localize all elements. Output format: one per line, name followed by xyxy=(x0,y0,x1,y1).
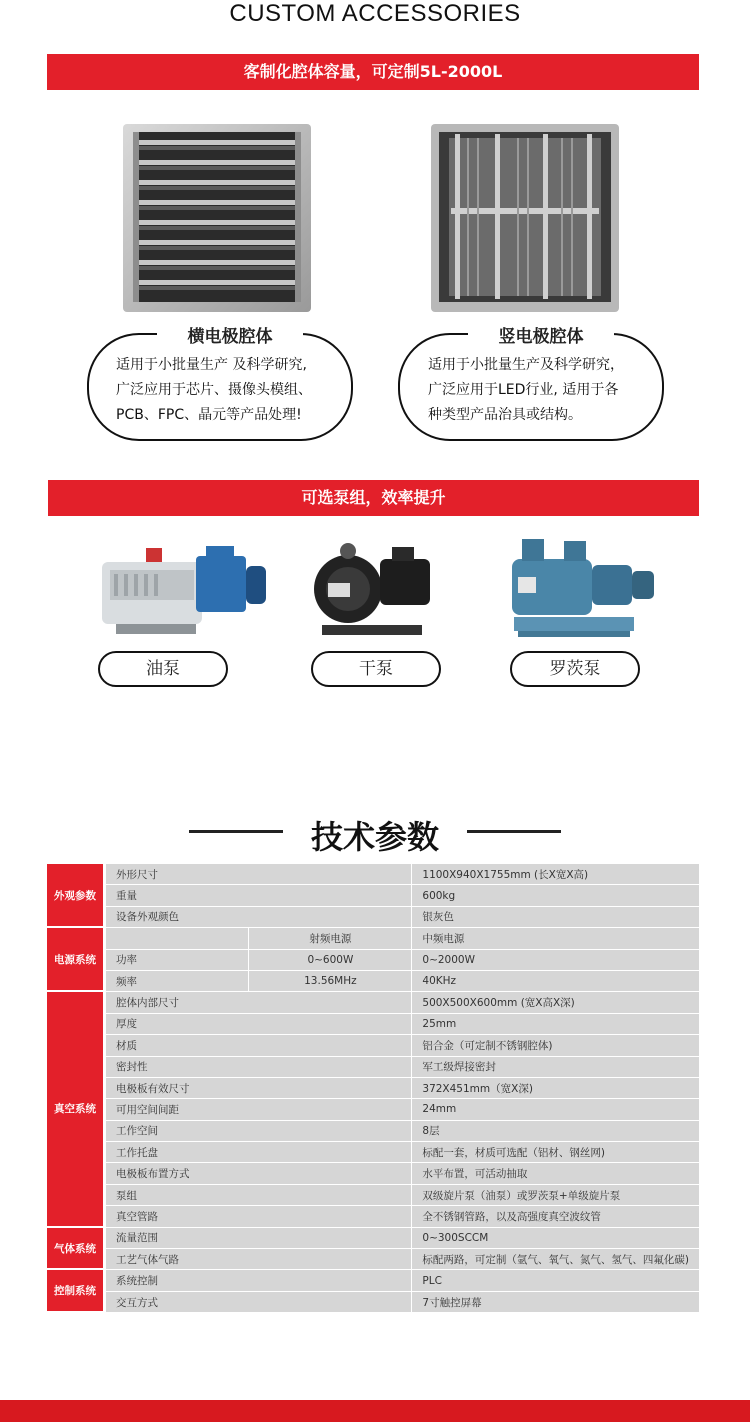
table-row xyxy=(47,1292,699,1313)
param-label: 厚度 xyxy=(106,1014,411,1035)
table-row xyxy=(47,907,699,928)
vertical-chamber-line: 适用于小批量生产及科学研究， xyxy=(428,357,624,373)
spec-heading-text: 技术参数 xyxy=(310,818,439,856)
param-value: 铝合金（可定制不锈钢腔体) xyxy=(411,1035,699,1056)
table-row xyxy=(47,1270,699,1291)
param-label: 密封性 xyxy=(106,1057,411,1078)
param-label: 泵组 xyxy=(106,1185,411,1206)
dry-pump-image xyxy=(312,535,436,643)
param-value: 标配一套，材质可选配（铝材、钢丝网) xyxy=(411,1142,699,1163)
param-label: 可用空间间距 xyxy=(106,1099,411,1120)
footer-red-strip xyxy=(0,1400,750,1422)
dry-pump-label: 干泵 xyxy=(311,651,441,687)
param-label: 重量 xyxy=(106,885,411,906)
horizontal-chamber-line: 适用于小批量生产 及科学研究, xyxy=(116,357,307,373)
param-value: 中频电源 xyxy=(411,928,699,949)
param-value: 24mm xyxy=(411,1099,699,1120)
oil-pump-label: 油泵 xyxy=(98,651,228,687)
param-label: 功率 xyxy=(106,950,248,971)
category-cell: 控制系统 xyxy=(47,1270,106,1313)
table-row xyxy=(47,1121,699,1142)
param-label: 交互方式 xyxy=(106,1292,411,1313)
param-label xyxy=(106,928,248,949)
param-sub-value: 射频电源 xyxy=(248,928,411,949)
page-title: CUSTOM ACCESSORIES xyxy=(229,0,521,27)
table-row xyxy=(47,1185,699,1206)
param-label: 工作托盘 xyxy=(106,1142,411,1163)
table-row xyxy=(47,1057,699,1078)
param-label: 真空管路 xyxy=(106,1206,411,1227)
horizontal-chamber-line: PCB、FPC、晶元等产品处理! xyxy=(116,407,302,423)
table-row xyxy=(47,864,699,885)
param-sub-value: 0~600W xyxy=(248,950,411,971)
table-row xyxy=(47,885,699,906)
category-cell: 外观参数 xyxy=(47,864,106,928)
param-value: 40KHz xyxy=(411,971,699,992)
param-value: 600kg xyxy=(411,885,699,906)
param-label: 腔体内部尺寸 xyxy=(106,992,411,1013)
param-value: 8层 xyxy=(411,1121,699,1142)
table-row xyxy=(47,971,699,992)
category-cell: 真空系统 xyxy=(47,992,106,1227)
param-value: 7寸触控屏幕 xyxy=(411,1292,699,1313)
spec-table xyxy=(47,864,699,1313)
table-row xyxy=(47,1035,699,1056)
param-value: 0~300SCCM xyxy=(411,1228,699,1249)
param-value: 0~2000W xyxy=(411,950,699,971)
table-row xyxy=(47,1163,699,1184)
pump-options-banner: 可选泵组，效率提升 xyxy=(48,480,699,516)
roots-pump-label: 罗茨泵 xyxy=(510,651,640,687)
vertical-chamber-line: 种类型产品治具或结构。 xyxy=(428,407,582,423)
table-row xyxy=(47,1099,699,1120)
param-label: 材质 xyxy=(106,1035,411,1056)
vertical-chamber-line: 广泛应用于LED行业, 适用于各 xyxy=(428,382,619,398)
param-value: 标配两路，可定制（氩气、氧气、氮气、氢气、四氟化碳) xyxy=(411,1249,699,1270)
table-row xyxy=(47,1228,699,1249)
table-row xyxy=(47,1142,699,1163)
param-value: 372X451mm（宽X深) xyxy=(411,1078,699,1099)
param-value: 水平布置，可活动抽取 xyxy=(411,1163,699,1184)
param-value: 双级旋片泵（油泵）或罗茨泵+单级旋片泵 xyxy=(411,1185,699,1206)
param-value: 军工级焊接密封 xyxy=(411,1057,699,1078)
param-label: 电极板布置方式 xyxy=(106,1163,411,1184)
horizontal-chamber-text xyxy=(116,353,346,428)
category-cell: 气体系统 xyxy=(47,1228,106,1271)
param-label: 频率 xyxy=(106,971,248,992)
param-label: 外形尺寸 xyxy=(106,864,411,885)
param-label: 系统控制 xyxy=(106,1270,411,1291)
vertical-chamber-text xyxy=(428,353,656,428)
param-label: 电极板有效尺寸 xyxy=(106,1078,411,1099)
param-sub-value: 13.56MHz xyxy=(248,971,411,992)
table-row xyxy=(47,1249,699,1270)
param-value: 500X500X600mm (宽X高X深) xyxy=(411,992,699,1013)
horizontal-electrode-chamber-image xyxy=(123,124,311,312)
param-value: 25mm xyxy=(411,1014,699,1035)
table-row xyxy=(47,992,699,1013)
param-value: 银灰色 xyxy=(411,907,699,928)
table-row xyxy=(47,928,699,949)
oil-pump-image xyxy=(96,540,272,640)
param-label: 流量范围 xyxy=(106,1228,411,1249)
spec-heading xyxy=(0,808,750,854)
category-cell: 电源系统 xyxy=(47,928,106,992)
table-row xyxy=(47,1206,699,1227)
horizontal-chamber-line: 广泛应用于芯片、摄像头模组、 xyxy=(116,382,312,398)
table-row xyxy=(47,1014,699,1035)
table-row xyxy=(47,1078,699,1099)
param-label: 工作空间 xyxy=(106,1121,411,1142)
param-value: 1100X940X1755mm (长X宽X高) xyxy=(411,864,699,885)
param-label: 工艺气体气路 xyxy=(106,1249,411,1270)
horizontal-chamber-title: 横电极腔体 xyxy=(157,322,303,346)
roots-pump-image xyxy=(508,535,660,645)
heading-rule-right xyxy=(467,830,561,833)
vertical-chamber-title: 竖电极腔体 xyxy=(468,322,614,346)
param-value: 全不锈钢管路，以及高强度真空波纹管 xyxy=(411,1206,699,1227)
param-label: 设备外观颜色 xyxy=(106,907,411,928)
table-row xyxy=(47,950,699,971)
param-value: PLC xyxy=(411,1270,699,1291)
chamber-capacity-banner: 客制化腔体容量，可定制5L-2000L xyxy=(47,54,699,90)
vertical-electrode-chamber-image xyxy=(431,124,619,312)
